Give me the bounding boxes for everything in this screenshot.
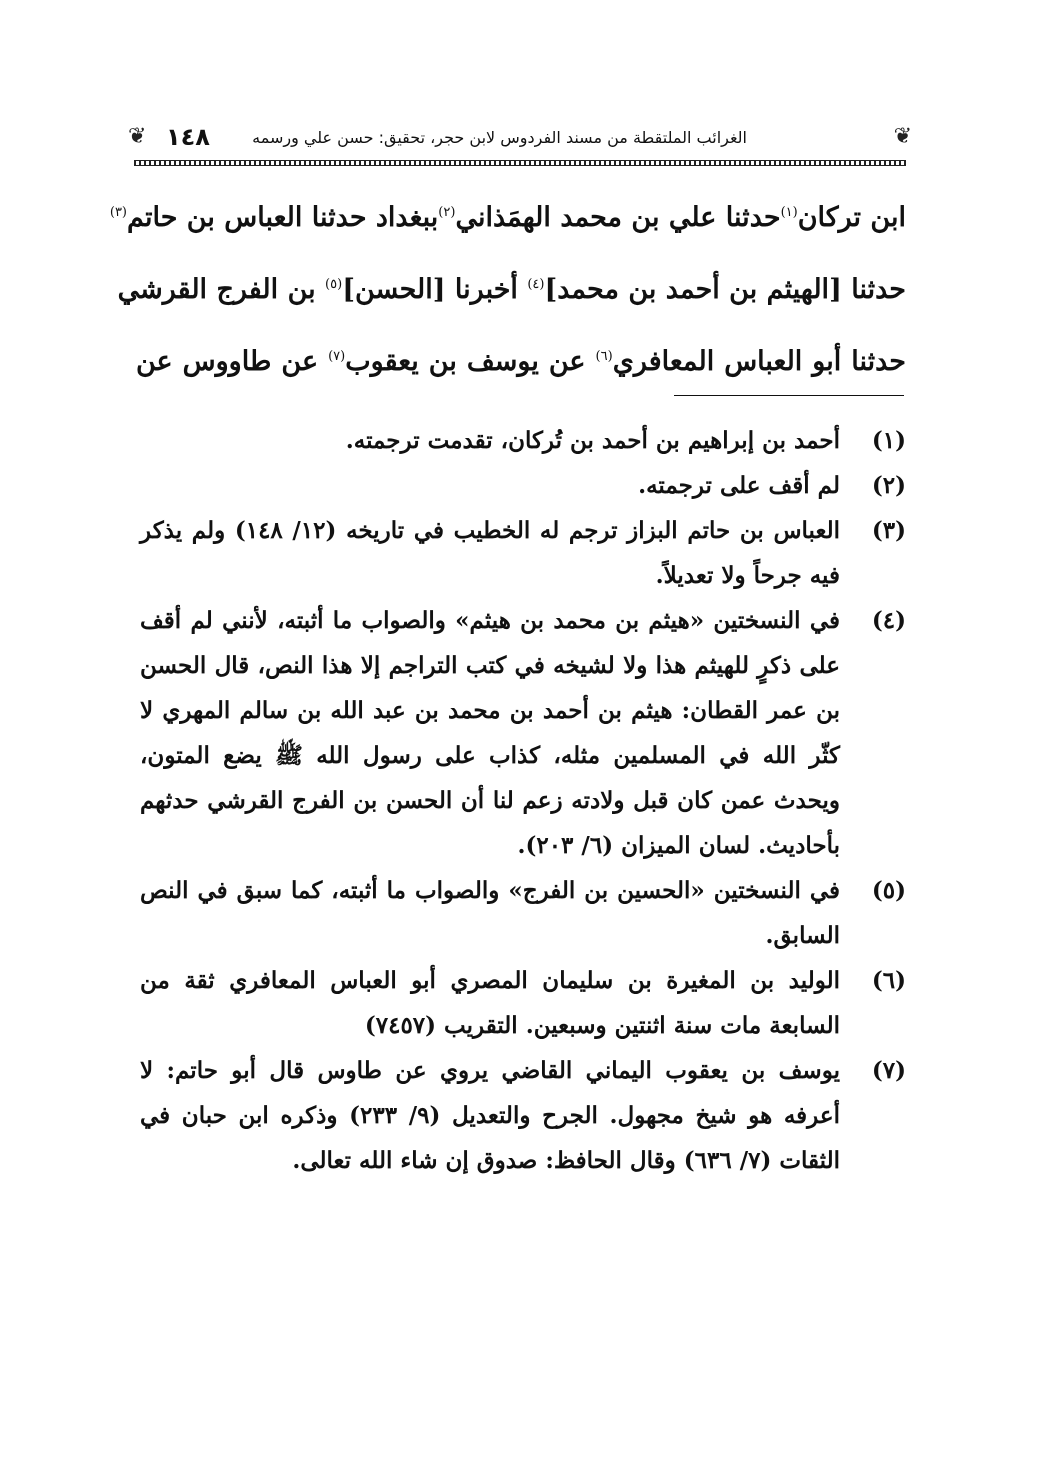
footnote-number: (٥) <box>871 877 906 904</box>
footnote-marker[interactable]: (١) <box>780 205 798 220</box>
text-segment: حدثنا [الهيثم بن أحمد بن محمد] <box>544 274 906 305</box>
footnote-marker[interactable]: (٧) <box>328 349 346 364</box>
footnote-text: العباس بن حاتم البزاز ترجم له الخطيب في تاريخه (١٢/ ١٤٨) ولم يذكر فيه جرحاً ولا تعديلاً. <box>140 517 840 589</box>
footnote-marker[interactable]: (٢) <box>438 205 456 220</box>
footnote <box>140 508 906 598</box>
footnote <box>140 418 906 463</box>
footnote-marker[interactable]: (٣) <box>109 205 127 220</box>
header-rule <box>134 160 906 166</box>
text-segment: عن طاووس عن <box>136 346 319 377</box>
page-number: ١٤٨ <box>166 123 210 151</box>
floral-ornament-icon: ❦ <box>893 124 912 149</box>
footnote-marker[interactable]: (٤) <box>527 277 545 292</box>
text-segment: بن الفرج القرشي <box>117 274 316 305</box>
text-segment: حدثنا علي بن محمد الهمَذاني <box>455 202 781 233</box>
footnote-text: في النسختين «هيثم بن محمد بن هيثم» والصواب ما أثبته، لأنني لم أقف على ذكرٍ للهيثم هذا ولا لشيخه في كتب التراجم إلا هذا النص، قال الحسن بن عمر القطان: هيثم بن أحمد بن محمد بن عبد الله بن سالم المهري لا كثّر الله في المسلمين مثله، كذاب على رسول الله ﷺ يضع المتون، ويحدث عمن كان قبل ولادته زعم لنا أن الحسن بن الفرج القرشي حدثهم بأحاديث. لسان الميزان (٦/ ٢٠٣). <box>140 607 840 859</box>
page-header <box>128 118 912 160</box>
main-text-line <box>109 182 906 254</box>
footnote-text: أحمد بن إبراهيم بن أحمد بن تُركان، تقدمت ترجمته. <box>345 427 840 454</box>
footnote-number: (١) <box>871 427 906 454</box>
footnote-number: (٦) <box>871 967 906 994</box>
footnote-number: (٤) <box>871 607 906 634</box>
footnote-text: الوليد بن المغيرة بن سليمان المصري أبو العباس المعافري ثقة من السابعة مات سنة اثنتين وسبعين. التقريب (٧٤٥٧) <box>140 967 840 1039</box>
footnote <box>140 958 906 1048</box>
footnote-text: لم أقف على ترجمته. <box>638 472 840 499</box>
main-text-line <box>136 326 906 398</box>
footnote-marker[interactable]: (٥) <box>325 277 343 292</box>
hadith-chain-text <box>109 182 907 398</box>
footnote-number: (٢) <box>871 472 906 499</box>
footnote <box>140 463 906 508</box>
footnote-text: يوسف بن يعقوب اليماني القاضي يروي عن طاوس قال أبو حاتم: لا أعرفه هو شيخ مجهول. الجرح والتعديل (٩/ ٢٣٣) وذكره ابن حبان في الثقات (٧/ ٦٣٦) وقال الحافظ: صدوق إن شاء الله تعالى. <box>140 1057 840 1174</box>
footnote-number: (٣) <box>871 517 906 544</box>
running-title: الغرائب الملتقطة من مسند الفردوس لابن حجر، تحقيق: حسن علي ورسمه <box>252 128 747 147</box>
footnote-number: (٧) <box>871 1057 906 1084</box>
text-segment: ابن تركان <box>797 202 906 233</box>
text-segment: حدثنا أبو العباس المعافري <box>612 346 907 377</box>
main-text-line <box>117 254 906 326</box>
footnote <box>140 1048 906 1183</box>
text-segment: عن يوسف بن يعقوب <box>345 346 586 377</box>
footnote <box>140 598 906 868</box>
text-segment: أخبرنا [الحسن] <box>342 274 518 305</box>
footnote-text: في النسختين «الحسين بن الفرج» والصواب ما أثبته، كما سبق في النص السابق. <box>140 877 840 949</box>
footnote-separator <box>674 395 904 396</box>
text-segment: ببغداد حدثنا العباس بن حاتم <box>127 202 439 233</box>
floral-ornament-icon: ❦ <box>128 124 147 149</box>
footnotes-section <box>140 418 906 1183</box>
footnote-marker[interactable]: (٦) <box>595 349 613 364</box>
footnote <box>140 868 906 958</box>
